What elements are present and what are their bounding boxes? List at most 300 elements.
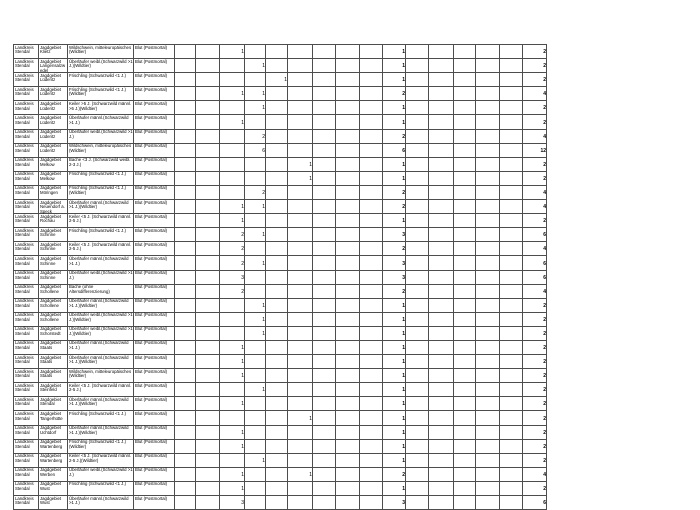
jagdgebiet-cell: Jagdgebiet Schinne: [39, 228, 68, 242]
value-cell: [288, 115, 313, 129]
subtotal-cell: 1: [383, 45, 406, 59]
landkreis-cell: Landkreis Stendal: [14, 129, 39, 143]
jagdgebiet-cell: Jagdgebiet Langensalzwedel: [39, 59, 68, 73]
value-cell: [313, 171, 336, 185]
value-cell: [313, 228, 336, 242]
value-cell: [220, 185, 245, 199]
value-cell: [313, 73, 336, 87]
value-cell: [500, 439, 523, 453]
value-cell: [266, 157, 288, 171]
value-cell: [500, 185, 523, 199]
value-cell: 1: [220, 397, 245, 411]
value-cell: [476, 101, 500, 115]
table-row: [14, 157, 547, 171]
value-cell: [406, 59, 429, 73]
value-cell: [196, 453, 220, 467]
value-cell: [406, 171, 429, 185]
value-cell: [500, 45, 523, 59]
value-cell: [406, 157, 429, 171]
value-cell: [288, 73, 313, 87]
subtotal-cell: 2: [383, 200, 406, 214]
total-cell: 2: [523, 171, 547, 185]
value-cell: [360, 157, 383, 171]
jagdgebiet-cell: Jagdgebiet Schollene: [39, 284, 68, 298]
value-cell: [500, 340, 523, 354]
value-cell: [288, 284, 313, 298]
total-cell: 2: [523, 73, 547, 87]
subtotal-cell: 1: [383, 425, 406, 439]
value-cell: [429, 369, 454, 383]
value-cell: [429, 481, 454, 495]
value-cell: [175, 270, 196, 284]
value-cell: [454, 256, 476, 270]
value-cell: [220, 129, 245, 143]
value-cell: [196, 129, 220, 143]
value-cell: [245, 355, 266, 369]
table-row: [14, 73, 547, 87]
value-cell: [406, 284, 429, 298]
total-cell: 4: [523, 87, 547, 101]
value-cell: [196, 171, 220, 185]
value-cell: [454, 397, 476, 411]
jagdgebiet-cell: Jagdgebiet Wartenberg: [39, 439, 68, 453]
material-cell: Blut (Postmortal): [134, 228, 175, 242]
value-cell: [288, 397, 313, 411]
value-cell: [266, 439, 288, 453]
jagdgebiet-cell: Jagdgebiet Lüderitz: [39, 129, 68, 143]
tierart-cell: Keiler <5 J. (Schwarzwild männl. 2-5 J.): [68, 383, 134, 397]
subtotal-cell: 2: [383, 284, 406, 298]
jagdgebiet-cell: Jagdgebiet Melkow: [39, 157, 68, 171]
value-cell: [360, 143, 383, 157]
value-cell: [313, 143, 336, 157]
value-cell: [266, 355, 288, 369]
value-cell: [500, 171, 523, 185]
value-cell: [454, 87, 476, 101]
landkreis-cell: Landkreis Stendal: [14, 411, 39, 425]
value-cell: [500, 73, 523, 87]
value-cell: [500, 242, 523, 256]
value-cell: [429, 185, 454, 199]
subtotal-cell: 1: [383, 326, 406, 340]
value-cell: [336, 200, 360, 214]
material-cell: Blut (Postmortal): [134, 453, 175, 467]
total-cell: 2: [523, 45, 547, 59]
value-cell: 1: [245, 326, 266, 340]
value-cell: [476, 496, 500, 510]
value-cell: [175, 312, 196, 326]
value-cell: [429, 171, 454, 185]
value-cell: [429, 284, 454, 298]
value-cell: [288, 298, 313, 312]
value-cell: [175, 453, 196, 467]
value-cell: [360, 214, 383, 228]
jagdgebiet-cell: Jagdgebiet Schorstedt: [39, 326, 68, 340]
value-cell: [429, 228, 454, 242]
subtotal-cell: 1: [383, 171, 406, 185]
value-cell: [406, 340, 429, 354]
value-cell: [266, 200, 288, 214]
subtotal-cell: 6: [383, 143, 406, 157]
value-cell: [336, 298, 360, 312]
value-cell: [454, 129, 476, 143]
jagdgebiet-cell: Jagdgebiet Wust: [39, 481, 68, 495]
value-cell: [476, 270, 500, 284]
value-cell: [245, 481, 266, 495]
value-cell: [175, 200, 196, 214]
value-cell: [454, 270, 476, 284]
tierart-cell: Überläufer männl.(Schwarzwild >1 J.): [68, 256, 134, 270]
value-cell: [476, 143, 500, 157]
value-cell: [429, 383, 454, 397]
subtotal-cell: 1: [383, 214, 406, 228]
value-cell: [500, 256, 523, 270]
value-cell: [406, 115, 429, 129]
table-row: [14, 129, 547, 143]
landkreis-cell: Landkreis Stendal: [14, 171, 39, 185]
tierart-cell: Wildschwein, mitteleuropäisches (Wildtier): [68, 369, 134, 383]
value-cell: [175, 45, 196, 59]
value-cell: [476, 129, 500, 143]
table-row: [14, 312, 547, 326]
jagdgebiet-cell: Jagdgebiet Schollene: [39, 312, 68, 326]
landkreis-cell: Landkreis Stendal: [14, 185, 39, 199]
value-cell: [266, 214, 288, 228]
value-cell: 1: [220, 355, 245, 369]
value-cell: [406, 481, 429, 495]
value-cell: [360, 411, 383, 425]
value-cell: [313, 185, 336, 199]
value-cell: [288, 129, 313, 143]
value-cell: [313, 45, 336, 59]
tierart-cell: Wildschwein, mitteleuropäisches (Wildtier): [68, 45, 134, 59]
value-cell: 2: [220, 228, 245, 242]
value-cell: [336, 312, 360, 326]
tierart-cell: Überläufer weibl.(Schwarzwild >1 J.): [68, 270, 134, 284]
value-cell: 1: [266, 73, 288, 87]
value-cell: [476, 397, 500, 411]
table-row: [14, 340, 547, 354]
value-cell: [288, 312, 313, 326]
value-cell: [476, 383, 500, 397]
value-cell: [196, 340, 220, 354]
value-cell: 1: [220, 340, 245, 354]
jagdgebiet-cell: Jagdgebiet Staats: [39, 340, 68, 354]
value-cell: [266, 228, 288, 242]
value-cell: [476, 59, 500, 73]
table-row: [14, 481, 547, 495]
value-cell: [175, 228, 196, 242]
value-cell: [336, 87, 360, 101]
sample-table-body: [14, 45, 547, 510]
value-cell: [288, 383, 313, 397]
value-cell: [196, 369, 220, 383]
value-cell: [288, 87, 313, 101]
value-cell: 1: [245, 228, 266, 242]
value-cell: [175, 129, 196, 143]
tierart-cell: Keiler <5 J. (Schwarzwild männl. 2-5 J.): [68, 214, 134, 228]
landkreis-cell: Landkreis Stendal: [14, 45, 39, 59]
value-cell: [336, 73, 360, 87]
value-cell: [266, 115, 288, 129]
value-cell: [175, 171, 196, 185]
value-cell: [360, 397, 383, 411]
total-cell: 2: [523, 115, 547, 129]
tierart-cell: Keiler <5 J. (Schwarzwild männl. 2-5 J.)(Wildtier): [68, 453, 134, 467]
value-cell: [476, 284, 500, 298]
value-cell: [406, 467, 429, 481]
landkreis-cell: Landkreis Stendal: [14, 481, 39, 495]
value-cell: 1: [288, 411, 313, 425]
total-cell: 6: [523, 256, 547, 270]
value-cell: [429, 340, 454, 354]
value-cell: [454, 369, 476, 383]
value-cell: [360, 467, 383, 481]
table-row: [14, 45, 547, 59]
subtotal-cell: 3: [383, 256, 406, 270]
material-cell: Blut (Postmortal): [134, 157, 175, 171]
value-cell: [360, 115, 383, 129]
value-cell: [500, 87, 523, 101]
value-cell: [196, 496, 220, 510]
value-cell: 1: [245, 101, 266, 115]
value-cell: [313, 214, 336, 228]
value-cell: [336, 340, 360, 354]
value-cell: [500, 115, 523, 129]
value-cell: [429, 73, 454, 87]
table-row: [14, 284, 547, 298]
value-cell: [360, 242, 383, 256]
value-cell: [429, 397, 454, 411]
value-cell: [196, 101, 220, 115]
value-cell: 1: [220, 200, 245, 214]
value-cell: [196, 355, 220, 369]
value-cell: [406, 143, 429, 157]
value-cell: [288, 369, 313, 383]
landkreis-cell: Landkreis Stendal: [14, 73, 39, 87]
value-cell: [500, 143, 523, 157]
value-cell: [336, 425, 360, 439]
value-cell: [196, 115, 220, 129]
total-cell: 2: [523, 369, 547, 383]
value-cell: [406, 129, 429, 143]
table-row: [14, 369, 547, 383]
value-cell: [288, 481, 313, 495]
value-cell: 1: [245, 383, 266, 397]
value-cell: [175, 340, 196, 354]
value-cell: [220, 157, 245, 171]
value-cell: [175, 425, 196, 439]
value-cell: 2: [220, 242, 245, 256]
value-cell: [454, 453, 476, 467]
value-cell: [336, 115, 360, 129]
value-cell: [429, 157, 454, 171]
value-cell: [196, 214, 220, 228]
table-row: [14, 326, 547, 340]
value-cell: [336, 214, 360, 228]
jagdgebiet-cell: Jagdgebiet Möringen: [39, 185, 68, 199]
material-cell: Blut (Postmortal): [134, 298, 175, 312]
value-cell: [196, 143, 220, 157]
value-cell: [196, 284, 220, 298]
value-cell: [313, 481, 336, 495]
value-cell: [175, 298, 196, 312]
value-cell: [429, 45, 454, 59]
value-cell: [476, 481, 500, 495]
value-cell: [175, 369, 196, 383]
subtotal-cell: 2: [383, 185, 406, 199]
value-cell: [476, 369, 500, 383]
value-cell: [454, 383, 476, 397]
value-cell: [454, 200, 476, 214]
total-cell: 2: [523, 298, 547, 312]
total-cell: 2: [523, 355, 547, 369]
value-cell: [454, 73, 476, 87]
value-cell: [313, 383, 336, 397]
value-cell: [196, 256, 220, 270]
value-cell: [336, 171, 360, 185]
value-cell: 1: [245, 59, 266, 73]
table-row: [14, 242, 547, 256]
value-cell: [429, 467, 454, 481]
value-cell: [266, 383, 288, 397]
value-cell: [313, 355, 336, 369]
subtotal-cell: 3: [383, 228, 406, 242]
value-cell: [336, 256, 360, 270]
value-cell: [288, 200, 313, 214]
material-cell: Blut (Postmortal): [134, 115, 175, 129]
value-cell: [313, 312, 336, 326]
value-cell: [266, 481, 288, 495]
sample-report-table: [13, 44, 547, 510]
value-cell: [454, 101, 476, 115]
value-cell: [336, 326, 360, 340]
landkreis-cell: Landkreis Stendal: [14, 256, 39, 270]
value-cell: [406, 397, 429, 411]
material-cell: Blut (Postmortal): [134, 129, 175, 143]
value-cell: [245, 115, 266, 129]
table-row: [14, 383, 547, 397]
value-cell: [406, 214, 429, 228]
value-cell: [360, 298, 383, 312]
material-cell: Blut (Postmortal): [134, 397, 175, 411]
value-cell: [196, 270, 220, 284]
value-cell: [313, 200, 336, 214]
value-cell: [360, 270, 383, 284]
table-row: [14, 87, 547, 101]
landkreis-cell: Landkreis Stendal: [14, 355, 39, 369]
value-cell: [360, 355, 383, 369]
landkreis-cell: Landkreis Stendal: [14, 87, 39, 101]
value-cell: [360, 340, 383, 354]
material-cell: Blut (Postmortal): [134, 214, 175, 228]
value-cell: [476, 326, 500, 340]
value-cell: [476, 312, 500, 326]
total-cell: 2: [523, 340, 547, 354]
value-cell: [196, 312, 220, 326]
total-cell: 4: [523, 242, 547, 256]
subtotal-cell: 1: [383, 439, 406, 453]
value-cell: [288, 101, 313, 115]
value-cell: [336, 397, 360, 411]
value-cell: [288, 355, 313, 369]
value-cell: [360, 383, 383, 397]
value-cell: [406, 200, 429, 214]
value-cell: [266, 411, 288, 425]
subtotal-cell: 1: [383, 59, 406, 73]
jagdgebiet-cell: Jagdgebiet Uchtdorf: [39, 425, 68, 439]
value-cell: [406, 87, 429, 101]
subtotal-cell: 2: [383, 129, 406, 143]
material-cell: Blut (Postmortal): [134, 467, 175, 481]
material-cell: Blut (Postmortal): [134, 425, 175, 439]
value-cell: [476, 340, 500, 354]
total-cell: 4: [523, 284, 547, 298]
value-cell: [500, 496, 523, 510]
tierart-cell: Überläufer männl.(Schwarzwild >1 J.)(Wildtier): [68, 355, 134, 369]
landkreis-cell: Landkreis Stendal: [14, 242, 39, 256]
value-cell: [313, 101, 336, 115]
value-cell: [360, 481, 383, 495]
value-cell: [220, 73, 245, 87]
value-cell: [406, 355, 429, 369]
value-cell: [429, 411, 454, 425]
value-cell: [429, 453, 454, 467]
value-cell: [245, 45, 266, 59]
subtotal-cell: 2: [383, 242, 406, 256]
value-cell: [266, 284, 288, 298]
material-cell: Blut (Postmortal): [134, 411, 175, 425]
value-cell: [454, 185, 476, 199]
value-cell: [500, 453, 523, 467]
value-cell: [175, 383, 196, 397]
value-cell: [196, 298, 220, 312]
value-cell: [245, 340, 266, 354]
value-cell: [429, 326, 454, 340]
value-cell: [336, 496, 360, 510]
value-cell: [175, 284, 196, 298]
material-cell: Blut (Postmortal): [134, 340, 175, 354]
value-cell: [196, 87, 220, 101]
value-cell: [500, 200, 523, 214]
value-cell: [245, 496, 266, 510]
value-cell: [266, 242, 288, 256]
landkreis-cell: Landkreis Stendal: [14, 270, 39, 284]
value-cell: [336, 129, 360, 143]
value-cell: [313, 411, 336, 425]
table-row: [14, 143, 547, 157]
value-cell: [476, 73, 500, 87]
landkreis-cell: Landkreis Stendal: [14, 467, 39, 481]
value-cell: [288, 214, 313, 228]
value-cell: 1: [288, 467, 313, 481]
landkreis-cell: Landkreis Stendal: [14, 214, 39, 228]
table-row: [14, 496, 547, 510]
value-cell: [454, 496, 476, 510]
value-cell: [500, 369, 523, 383]
total-cell: 6: [523, 270, 547, 284]
value-cell: [406, 185, 429, 199]
value-cell: [429, 270, 454, 284]
value-cell: [266, 87, 288, 101]
tierart-cell: Überläufer weibl.(Schwarzwild >1 J.): [68, 129, 134, 143]
value-cell: [360, 425, 383, 439]
subtotal-cell: 1: [383, 298, 406, 312]
landkreis-cell: Landkreis Stendal: [14, 312, 39, 326]
table-row: [14, 411, 547, 425]
material-cell: Blut (Postmortal): [134, 242, 175, 256]
tierart-cell: Überläufer weibl.(Schwarzwild >1 J.): [68, 467, 134, 481]
